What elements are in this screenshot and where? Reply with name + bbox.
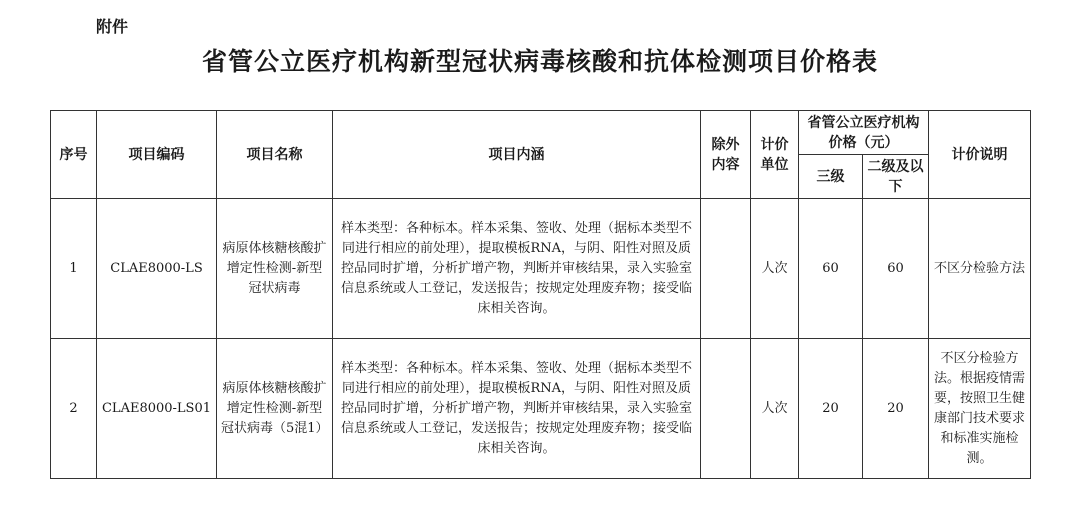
row-price-level3: 20 bbox=[799, 339, 863, 479]
header-price-group: 省管公立医疗机构价格（元） bbox=[799, 111, 929, 155]
price-table bbox=[50, 110, 1031, 479]
row-note: 不区分检验方法。根据疫情需要，按照卫生健康部门技术要求和标准实施检测。 bbox=[929, 339, 1031, 479]
row-price-level3: 60 bbox=[799, 199, 863, 339]
header-seq: 序号 bbox=[51, 111, 97, 199]
row-seq: 1 bbox=[51, 199, 97, 339]
row-excluded bbox=[701, 199, 751, 339]
row-unit: 人次 bbox=[751, 339, 799, 479]
row-price-level2: 20 bbox=[863, 339, 929, 479]
row-unit: 人次 bbox=[751, 199, 799, 339]
row-content: 样本类型：各种标本。样本采集、签收、处理（据标本类型不同进行相应的前处理），提取模板RNA，与阴、阳性对照及质控品同时扩增，分析扩增产物，判断并审核结果，录入实验室信息系统或人工登记，发送报告；按规定处理废弃物；接受临床相关咨询。 bbox=[333, 339, 701, 479]
table-row bbox=[51, 339, 1031, 479]
page-title: 省管公立医疗机构新型冠状病毒核酸和抗体检测项目价格表 bbox=[201, 47, 878, 76]
header-row bbox=[51, 111, 1031, 155]
header-content: 项目内涵 bbox=[333, 111, 701, 199]
row-content: 样本类型：各种标本。样本采集、签收、处理（据标本类型不同进行相应的前处理），提取模板RNA，与阴、阳性对照及质控品同时扩增，分析扩增产物，判断并审核结果，录入实验室信息系统或人工登记，发送报告；按规定处理废弃物；接受临床相关咨询。 bbox=[333, 199, 701, 339]
row-name: 病原体核糖核酸扩增定性检测-新型冠状病毒 bbox=[217, 199, 333, 339]
header-price-level2: 二级及以下 bbox=[863, 155, 929, 199]
row-note: 不区分检验方法 bbox=[929, 199, 1031, 339]
row-name: 病原体核糖核酸扩增定性检测-新型冠状病毒（5混1） bbox=[217, 339, 333, 479]
header-unit: 计价单位 bbox=[751, 111, 799, 199]
header-note: 计价说明 bbox=[929, 111, 1031, 199]
header-price-level3: 三级 bbox=[799, 155, 863, 199]
row-price-level2: 60 bbox=[863, 199, 929, 339]
header-excluded: 除外内容 bbox=[701, 111, 751, 199]
header-name: 项目名称 bbox=[217, 111, 333, 199]
table-row bbox=[51, 199, 1031, 339]
row-seq: 2 bbox=[51, 339, 97, 479]
header-code: 项目编码 bbox=[97, 111, 217, 199]
row-code: CLAE8000-LS01 bbox=[97, 339, 217, 479]
row-excluded bbox=[701, 339, 751, 479]
row-code: CLAE8000-LS bbox=[97, 199, 217, 339]
attachment-label: 附件 bbox=[96, 17, 129, 36]
